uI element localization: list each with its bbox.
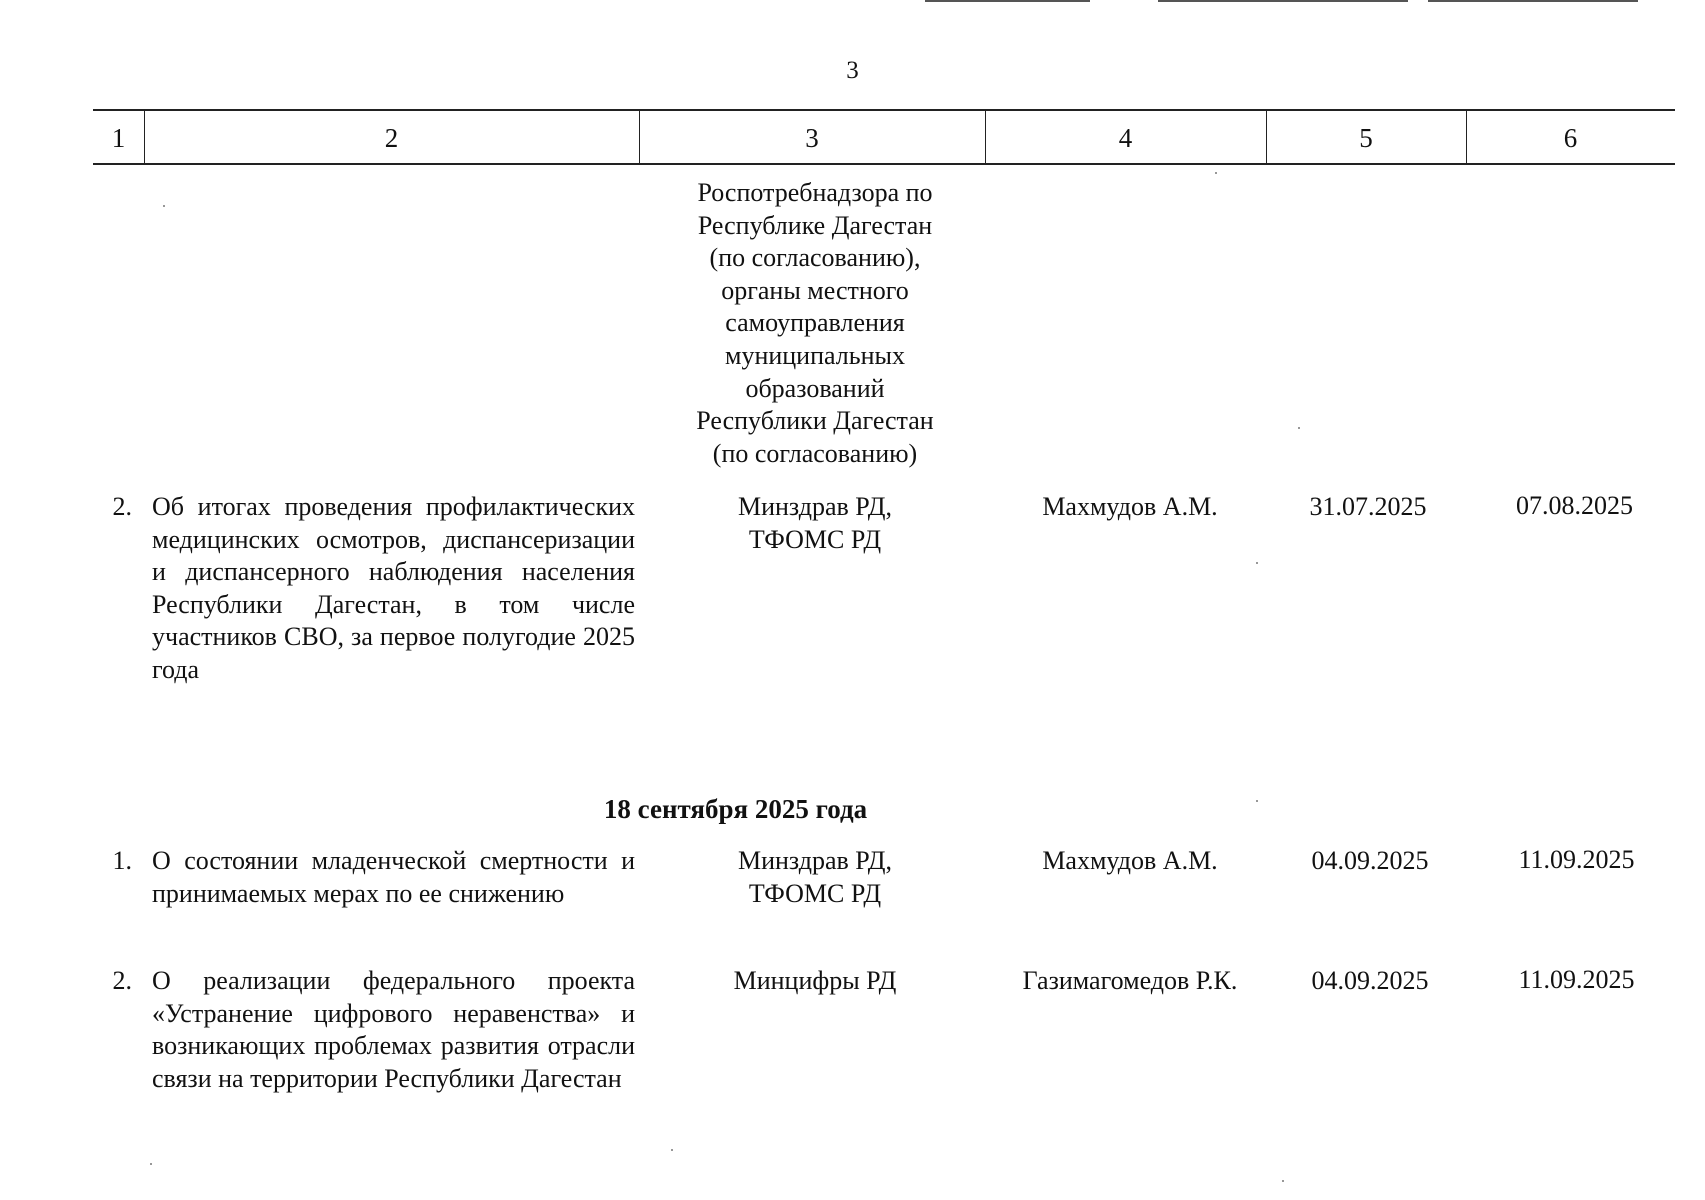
scan-speck [671, 1149, 673, 1151]
row-date-review: 11.09.2025 [1518, 845, 1635, 874]
row-topic: Об итогах проведения профилактических медицинских осмотров, диспансеризации и диспансерного наблюдения населения Республики Дагестан, в том числе участников СВО, за первое полугодие 2025 года [152, 492, 635, 684]
scan-edge-mark [1428, 0, 1638, 2]
row-number: 2. [112, 966, 132, 995]
row-date-submit: 04.09.2025 [1311, 846, 1429, 875]
row-responsible: Минздрав РД, ТФОМС РД [737, 492, 893, 554]
section-date-header: 18 сентября 2025 года [603, 794, 868, 824]
scan-speck [1256, 800, 1258, 802]
row-responsible: Минцифры РД [733, 966, 897, 995]
scan-speck [150, 1163, 152, 1165]
column-header-4: 4 [1118, 123, 1133, 153]
header-top-rule [93, 109, 1675, 111]
row-topic: О состоянии младенческой смертности и принимаемых мерах по ее снижению [152, 846, 635, 908]
row-number: 1. [112, 846, 132, 875]
scan-speck [1215, 172, 1217, 174]
row-curator: Газимагомедов Р.К. [1022, 966, 1238, 995]
column-header-2: 2 [384, 123, 399, 153]
scan-edge-mark [1158, 0, 1408, 2]
scan-edge-mark [925, 0, 1090, 2]
row-date-review: 07.08.2025 [1516, 491, 1633, 520]
page-number: 3 [846, 57, 859, 84]
row-date-submit: 31.07.2025 [1309, 492, 1427, 521]
column-header-3: 3 [805, 123, 819, 153]
row-number: 2. [112, 492, 132, 521]
row-topic: О реализации федерального проекта «Устранение цифрового неравенства» и возникающих проблемах развития отрасли связи на территории Республики Дагестан [152, 966, 635, 1093]
row-date-submit: 04.09.2025 [1311, 966, 1429, 995]
continuation-responsible: Роспотребнадзора по Республике Дагестан (по согласованию), органы местного самоуправления муниципальных образований Республики Дагестан (по согласованию) [696, 178, 934, 468]
row-date-review: 11.09.2025 [1518, 965, 1635, 994]
row-curator: Махмудов А.М. [1042, 846, 1218, 875]
scan-speck [1298, 427, 1300, 429]
row-responsible: Минздрав РД, ТФОМС РД [737, 846, 893, 908]
scan-speck [1256, 562, 1258, 564]
scan-speck [1282, 1180, 1284, 1182]
column-header-6: 6 [1563, 123, 1578, 153]
column-header-1: 1 [111, 123, 126, 153]
scan-speck [163, 205, 165, 207]
row-curator: Махмудов А.М. [1042, 492, 1218, 521]
column-header-5: 5 [1359, 123, 1373, 153]
